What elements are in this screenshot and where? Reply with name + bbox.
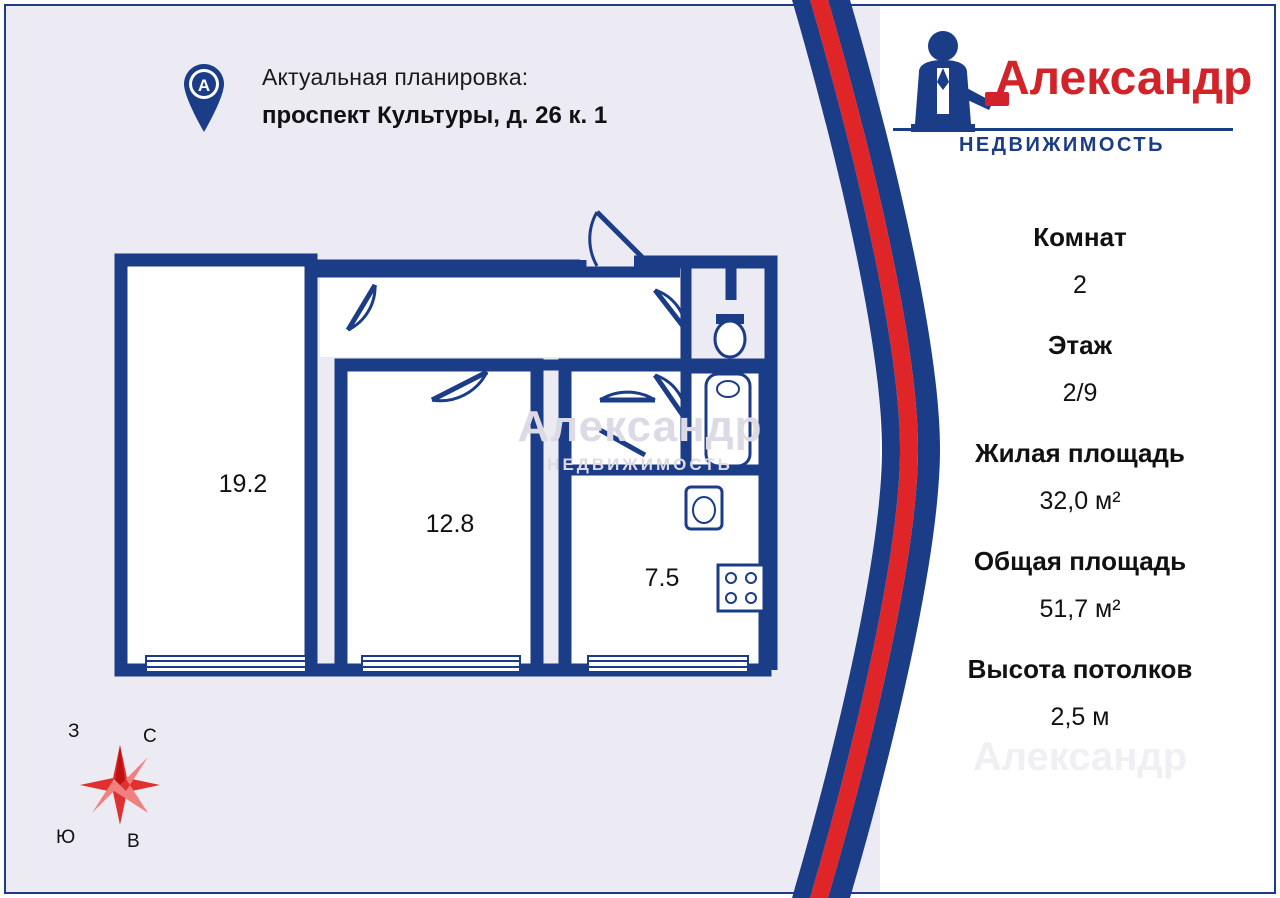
room-area-label: 12.8 bbox=[425, 510, 475, 538]
property-details-list bbox=[890, 222, 1270, 732]
detail-value-total-area: 51,7 м² bbox=[1039, 595, 1121, 623]
brand-divider-rule bbox=[893, 128, 1233, 131]
detail-value-rooms: 2 bbox=[1073, 271, 1087, 299]
svg-text:A: A bbox=[197, 76, 211, 95]
plan-caption: Актуальная планировка: bbox=[262, 64, 529, 90]
detail-key-floor: Этаж bbox=[1047, 330, 1113, 360]
compass-south-label: Ю bbox=[56, 827, 76, 848]
brand-name: Александр bbox=[995, 52, 1253, 105]
stove-icon bbox=[718, 565, 764, 611]
watermark-secondary: Александр bbox=[972, 735, 1188, 779]
watermark-sub: НЕДВИЖИМОСТЬ bbox=[547, 455, 733, 474]
brand-subtitle: НЕДВИЖИМОСТЬ bbox=[958, 134, 1166, 156]
bathtub-icon bbox=[706, 374, 750, 466]
detail-value-floor: 2/9 bbox=[1062, 379, 1098, 407]
map-pin-icon bbox=[183, 62, 225, 134]
room-area-label: 7.5 bbox=[644, 564, 680, 592]
compass-rose-icon bbox=[50, 715, 190, 855]
compass-north-label: С bbox=[143, 726, 157, 747]
watermark-main: Александр bbox=[517, 402, 763, 451]
toilet-icon bbox=[715, 314, 745, 357]
sink-icon bbox=[686, 487, 722, 529]
detail-key-living-area: Жилая площадь bbox=[975, 438, 1185, 468]
detail-key-total-area: Общая площадь bbox=[973, 546, 1187, 576]
plan-address: проспект Культуры, д. 26 к. 1 bbox=[262, 102, 608, 129]
detail-key-ceiling-height: Высота потолков bbox=[967, 654, 1193, 684]
detail-value-living-area: 32,0 м² bbox=[1039, 487, 1121, 515]
room-area-label: 19.2 bbox=[218, 470, 268, 498]
compass-west-label: З bbox=[68, 721, 80, 742]
plan-header bbox=[262, 64, 782, 130]
detail-key-rooms: Комнат bbox=[1033, 222, 1127, 252]
detail-value-ceiling-height: 2,5 м bbox=[1050, 703, 1110, 731]
compass-east-label: В bbox=[127, 831, 140, 852]
